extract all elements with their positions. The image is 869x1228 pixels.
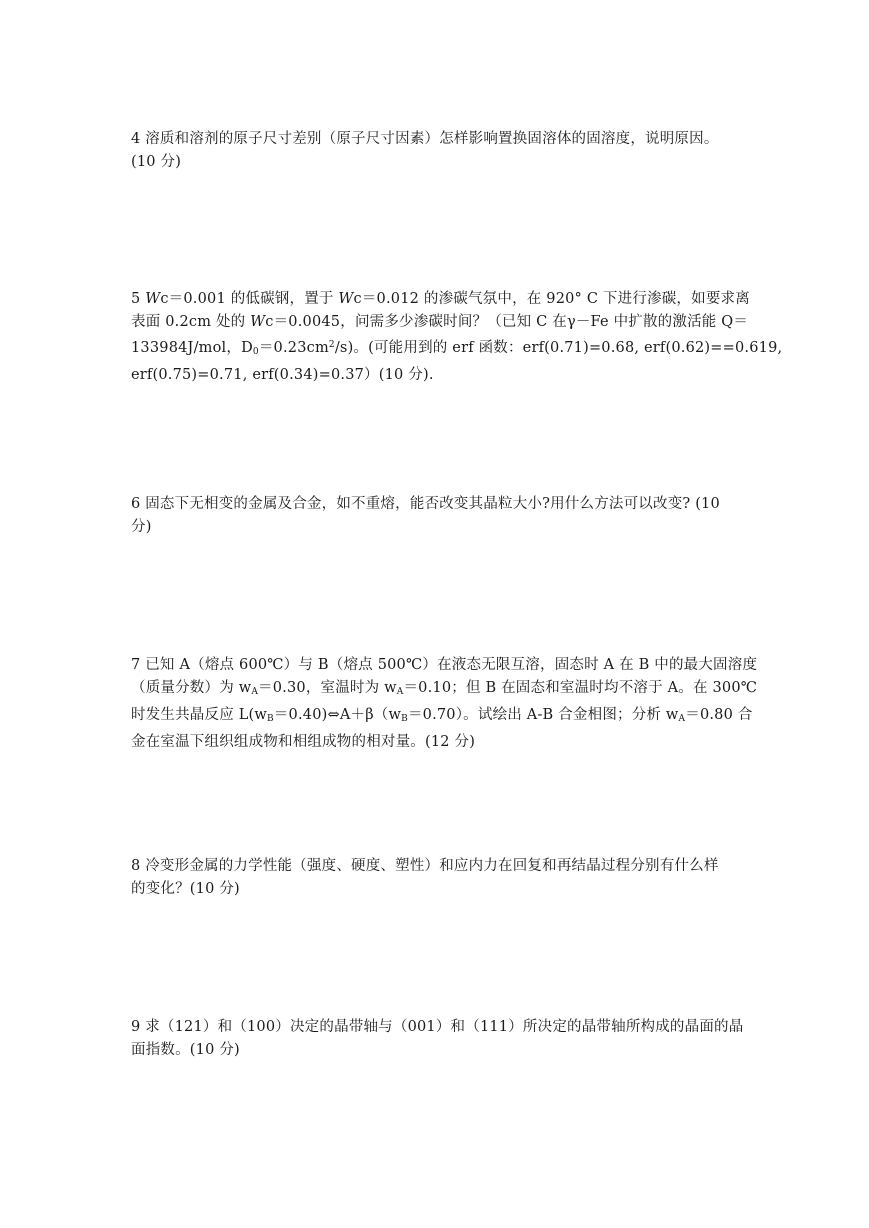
question-8 (131, 855, 741, 901)
question-7-line-1: 7 已知 A（熔点 600℃）与 B（熔点 500℃）在液态无限互溶，固态时 A 在 B 中的最大固溶度 (131, 657, 758, 673)
question-5-line-4: erf(0.75)=0.71, erf(0.34)=0.37）(10 分). (131, 367, 434, 383)
question-9-line-2: 面指数。(10 分) (131, 1042, 240, 1058)
question-5-line-3: 133984J/mol，$D_0=0.23cm^2/s$)。(可能用到的 erf 函数：erf(0.71)=0.68, erf(0.62)==0.619, (131, 340, 783, 357)
question-6-line-2: 分) (131, 519, 152, 535)
question-5-line-2: 表面 0.2cm 处的 Wc＝0.0045，问需多少渗碳时间？（已知 C 在γ－Fe 中扩散的激活能 Q＝ (131, 314, 749, 330)
question-4-line-1: 4 溶质和溶剂的原子尺寸差别（原子尺寸因素）怎样影响置换固溶体的固溶度，说明原因。 (131, 131, 719, 147)
question-7-line-3: 时发生共晶反应 $L(w_B=0.40)\Leftrightarrow A+\beta(w_B=0.70)$。试绘出 A-B 合金相图；分析 $w_A=0.80$ 合 (131, 707, 753, 724)
question-5-line-1: 5 Wc＝0.001 的低碳钢，置于 Wc＝0.012 的渗碳气氛中，在 920° C 下进行渗碳，如要求离 (131, 291, 750, 307)
question-7-line-4: 金在室温下组织组成物和相组成物的相对量。(12 分) (131, 734, 476, 750)
question-7 (131, 654, 758, 754)
question-7-line-2: （质量分数）为 $w_A=0.30$，室温时为 $w_A=0.10$；但 B 在固态和室温时均不溶于 A。在 300℃ (131, 680, 758, 697)
question-8-line-1: 8 冷变形金属的力学性能（强度、硬度、塑性）和应内力在回复和再结晶过程分别有什么样 (131, 858, 719, 874)
question-6 (131, 493, 741, 539)
question-5 (131, 288, 783, 387)
question-9 (131, 1016, 744, 1062)
question-9-line-1: 9 求（121）和（100）决定的晶带轴与（001）和（111）所决定的晶带轴所构成的晶面的晶 (131, 1019, 744, 1035)
question-4-line-2: (10 分) (131, 154, 182, 170)
question-8-line-2: 的变化？(10 分) (131, 881, 240, 897)
question-6-line-1: 6 固态下无相变的金属及合金，如不重熔，能否改变其晶粒大小?用什么方法可以改变? (10 (131, 496, 720, 512)
question-4 (131, 128, 741, 174)
